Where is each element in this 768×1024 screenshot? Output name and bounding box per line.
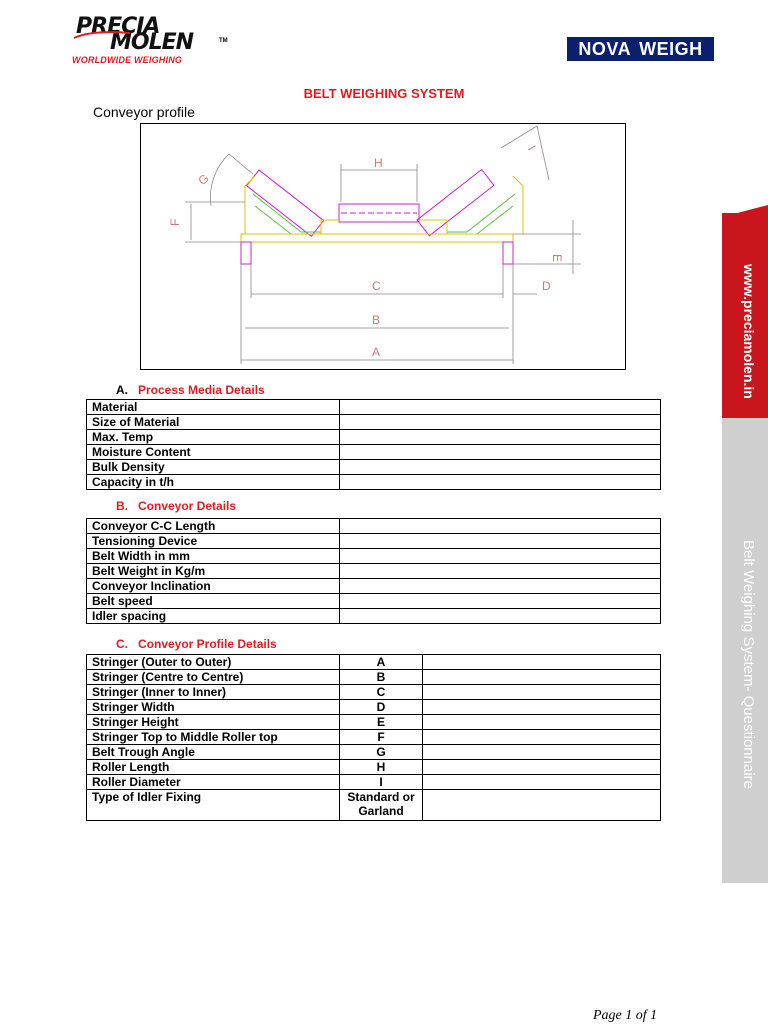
table-row (87, 564, 661, 579)
field-label: Belt Width in mm (87, 549, 340, 564)
document-title (0, 86, 768, 101)
tensioning-device-value-cell[interactable] (340, 534, 661, 549)
table-row (87, 460, 661, 475)
field-label: Max. Temp (87, 430, 340, 445)
table-row (87, 594, 661, 609)
dimension-symbol: E (340, 715, 423, 730)
dimension-symbol: F (340, 730, 423, 745)
table-row (87, 579, 661, 594)
section-c-letter: C. (116, 637, 128, 651)
logo-text-molen: MOLEN (110, 30, 194, 55)
table-row (87, 775, 661, 790)
logo-tagline: WORLDWIDE WEIGHING (72, 55, 183, 65)
nova-weigh-logo (567, 37, 714, 61)
capacity-value-cell[interactable] (340, 475, 661, 490)
table-row (87, 534, 661, 549)
material-value-cell[interactable] (340, 400, 661, 415)
bulk-density-value-cell[interactable] (340, 460, 661, 475)
field-label: Stringer Height (87, 715, 340, 730)
table-row (87, 700, 661, 715)
diagram-label-i: I (524, 143, 539, 153)
trough-angle-value-cell[interactable] (423, 745, 661, 760)
table-row (87, 655, 661, 670)
stringer-height-value-cell[interactable] (423, 715, 661, 730)
field-label: Bulk Density (87, 460, 340, 475)
field-label: Stringer Width (87, 700, 340, 715)
logo-trademark: TM (219, 38, 228, 44)
section-b-letter: B. (116, 499, 128, 513)
field-label: Belt speed (87, 594, 340, 609)
dimension-symbol: A (340, 655, 423, 670)
table-row (87, 445, 661, 460)
weigh-word: WEIGH (639, 39, 703, 59)
table-row (87, 609, 661, 624)
diagram-label-g: G (195, 171, 212, 188)
diagram-label-h: H (374, 156, 383, 170)
idler-drawing (141, 124, 627, 371)
stringer-outer-value-cell[interactable] (423, 655, 661, 670)
sidebar-website-link[interactable]: www.preciamolen.in (741, 264, 757, 399)
diagram-label-e: E (550, 254, 564, 263)
stringer-inner-value-cell[interactable] (423, 685, 661, 700)
precia-molen-logo (72, 14, 252, 68)
table-row (87, 400, 661, 415)
dimension-symbol: I (340, 775, 423, 790)
sidebar-subtitle: Belt Weighing System- Questionnaire (740, 540, 757, 790)
conveyor-inclination-value-cell[interactable] (340, 579, 661, 594)
table-row (87, 745, 661, 760)
process-media-table (86, 399, 661, 490)
field-label: Capacity in t/h (87, 475, 340, 490)
dimension-symbol: B (340, 670, 423, 685)
cc-length-value-cell[interactable] (340, 519, 661, 534)
table-row (87, 760, 661, 775)
section-c-title: Conveyor Profile Details (138, 637, 277, 651)
field-label: Stringer (Centre to Centre) (87, 670, 340, 685)
moisture-content-value-cell[interactable] (340, 445, 661, 460)
field-label: Type of Idler Fixing (87, 790, 340, 821)
conveyor-profile-diagram (140, 123, 626, 370)
logo-swoosh-icon (72, 30, 132, 40)
conveyor-profile-heading: Conveyor profile (93, 104, 195, 120)
idler-fixing-value-cell[interactable] (423, 790, 661, 821)
section-b-title: Conveyor Details (138, 499, 237, 513)
stringer-centre-value-cell[interactable] (423, 670, 661, 685)
table-row (87, 730, 661, 745)
belt-width-value-cell[interactable] (340, 549, 661, 564)
table-row (87, 475, 661, 490)
table-row (87, 715, 661, 730)
diagram-label-a: A (372, 345, 381, 359)
stringer-top-value-cell[interactable] (423, 730, 661, 745)
max-temp-value-cell[interactable] (340, 430, 661, 445)
field-label: Tensioning Device (87, 534, 340, 549)
field-label: Stringer (Outer to Outer) (87, 655, 340, 670)
diagram-label-f: F (168, 218, 182, 226)
dimension-symbol: H (340, 760, 423, 775)
field-label: Belt Trough Angle (87, 745, 340, 760)
field-label: Stringer Top to Middle Roller top (87, 730, 340, 745)
diagram-label-c: C (372, 279, 381, 293)
section-a-letter: A. (116, 383, 128, 397)
dimension-symbol: Standard or Garland (340, 790, 423, 821)
table-row (87, 790, 661, 821)
section-a-heading (116, 383, 265, 397)
field-label: Moisture Content (87, 445, 340, 460)
table-row (87, 430, 661, 445)
field-label: Idler spacing (87, 609, 340, 624)
table-row (87, 519, 661, 534)
conveyor-profile-table (86, 654, 661, 821)
field-label: Belt Weight in Kg/m (87, 564, 340, 579)
roller-diameter-value-cell[interactable] (423, 775, 661, 790)
page-number: Page 1 of 1 (593, 1008, 658, 1023)
conveyor-details-table (86, 518, 661, 624)
field-label: Conveyor C-C Length (87, 519, 340, 534)
roller-length-value-cell[interactable] (423, 760, 661, 775)
table-row (87, 549, 661, 564)
dimension-symbol: D (340, 700, 423, 715)
belt-weight-value-cell[interactable] (340, 564, 661, 579)
section-b-heading (116, 499, 236, 513)
section-c-heading (116, 637, 277, 651)
document-title-text: BELT WEIGHING SYSTEM (303, 86, 465, 101)
dimension-symbol: C (340, 685, 423, 700)
field-label: Roller Length (87, 760, 340, 775)
field-label: Roller Diameter (87, 775, 340, 790)
diagram-label-d: D (542, 279, 551, 293)
belt-speed-value-cell[interactable] (340, 594, 661, 609)
diagram-label-b: B (372, 313, 381, 327)
idler-spacing-value-cell[interactable] (340, 609, 661, 624)
field-label: Size of Material (87, 415, 340, 430)
size-of-material-value-cell[interactable] (340, 415, 661, 430)
logo-text-precia: PRECIA (76, 14, 160, 39)
table-row (87, 670, 661, 685)
stringer-width-value-cell[interactable] (423, 700, 661, 715)
table-row (87, 415, 661, 430)
section-a-title: Process Media Details (138, 383, 265, 397)
field-label: Stringer (Inner to Inner) (87, 685, 340, 700)
field-label: Conveyor Inclination (87, 579, 340, 594)
table-row (87, 685, 661, 700)
field-label: Material (87, 400, 340, 415)
dimension-symbol: G (340, 745, 423, 760)
nova-word: NOVA (578, 39, 632, 59)
